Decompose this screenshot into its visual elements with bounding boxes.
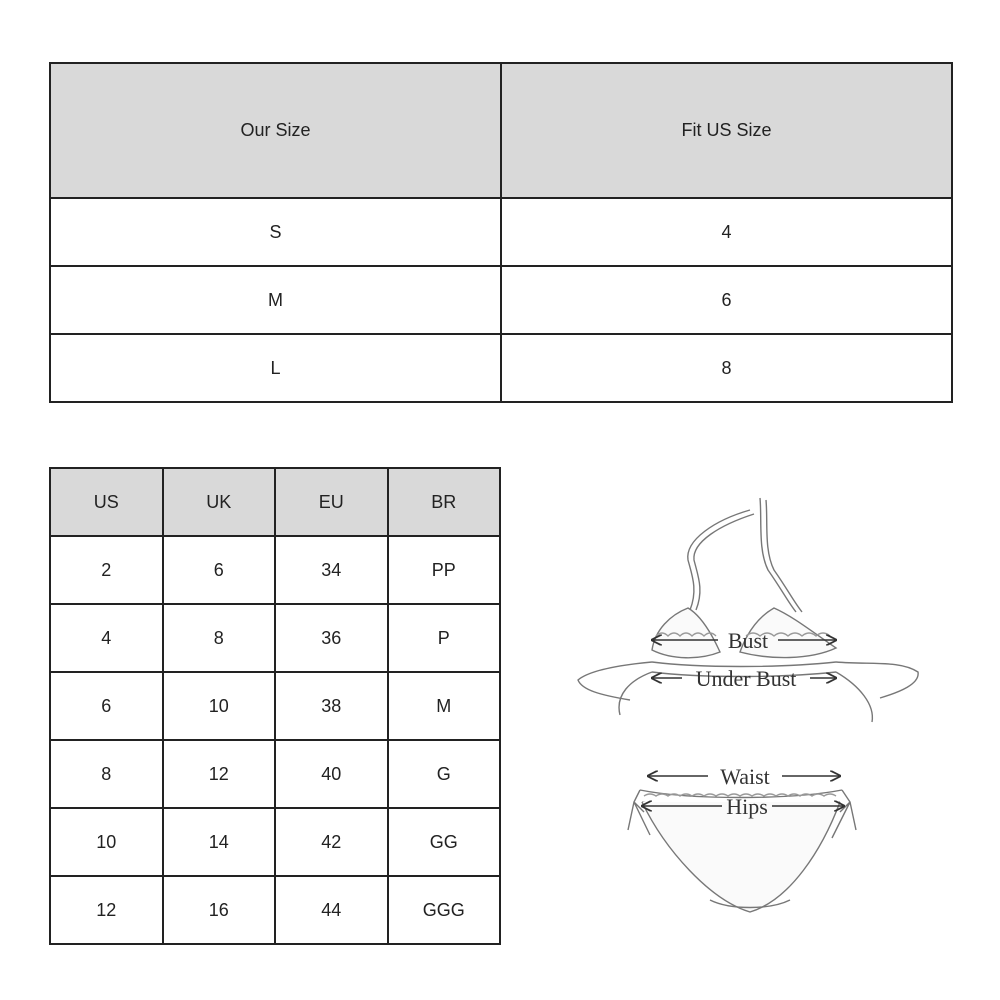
table-row: [50, 876, 500, 944]
table-row: [50, 198, 952, 266]
table-row: [50, 536, 500, 604]
table-cell: 12: [50, 876, 163, 944]
table-cell: 12: [163, 740, 276, 808]
table-row: [50, 334, 952, 402]
table-cell: 34: [275, 536, 388, 604]
table-cell: 16: [163, 876, 276, 944]
header-eu: EU: [275, 468, 388, 536]
table-cell: PP: [388, 536, 501, 604]
table-cell: 14: [163, 808, 276, 876]
bust-label: Bust: [727, 628, 769, 653]
table-cell: 36: [275, 604, 388, 672]
table-row: [50, 740, 500, 808]
table-cell: M: [388, 672, 501, 740]
table-header-row: [50, 63, 952, 198]
table-cell: 40: [275, 740, 388, 808]
table-row: [50, 266, 952, 334]
header-us: US: [50, 468, 163, 536]
table-cell: P: [388, 604, 501, 672]
header-uk: UK: [163, 468, 276, 536]
header-our-size: Our Size: [50, 63, 501, 198]
waist-label: Waist: [720, 764, 770, 789]
table-cell: 10: [50, 808, 163, 876]
table-cell: 4: [50, 604, 163, 672]
table-cell: 6: [50, 672, 163, 740]
table-cell: GGG: [388, 876, 501, 944]
table-cell: 10: [163, 672, 276, 740]
table-cell: 8: [163, 604, 276, 672]
table-cell: 6: [501, 266, 952, 334]
table-header-row: [50, 468, 500, 536]
header-br: BR: [388, 468, 501, 536]
bikini-measurement-illustration: [560, 490, 960, 930]
table-cell: GG: [388, 808, 501, 876]
table-cell: S: [50, 198, 501, 266]
table-row: [50, 672, 500, 740]
under-bust-label: Under Bust: [695, 666, 797, 691]
fit-size-table: [49, 62, 953, 403]
table-cell: 8: [50, 740, 163, 808]
table-cell: 38: [275, 672, 388, 740]
table-row: [50, 604, 500, 672]
table-cell: G: [388, 740, 501, 808]
table-cell: 6: [163, 536, 276, 604]
table-cell: L: [50, 334, 501, 402]
size-conversion-table: [49, 467, 501, 945]
table-cell: M: [50, 266, 501, 334]
table-cell: 8: [501, 334, 952, 402]
table-cell: 4: [501, 198, 952, 266]
table-cell: 2: [50, 536, 163, 604]
header-fit-us-size: Fit US Size: [501, 63, 952, 198]
hips-label: Hips: [726, 794, 768, 819]
table-row: [50, 808, 500, 876]
table-cell: 42: [275, 808, 388, 876]
table-cell: 44: [275, 876, 388, 944]
